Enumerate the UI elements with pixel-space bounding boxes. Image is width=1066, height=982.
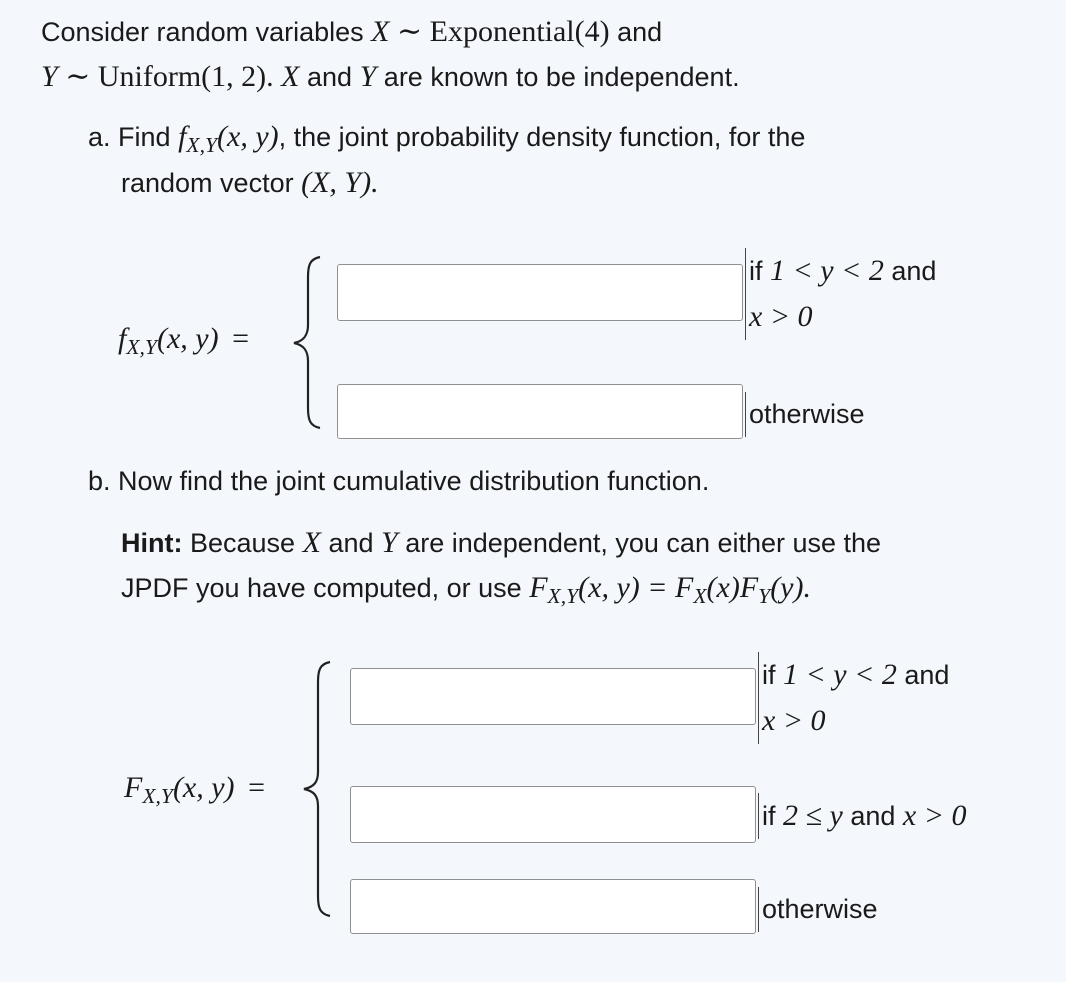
part-a-text2: random vector [121,168,294,198]
hint-line-2: JPDF you have computed, or use $F_{X,Y}(x$, $y) = F_X(x)F_Y(y)$. [121,571,811,609]
part-a-line-2 [121,166,379,200]
tilde: ∼ [65,60,91,93]
unif-dist: Uniform(1, 2). [97,60,274,93]
intro-line-2 [41,59,740,94]
cdf-lhs: $F_{X,Y}(x$, y) = [124,771,265,809]
cdf-case-3-input[interactable] [350,879,756,934]
part-b-prefix: b. Now find the joint cumulative distribution function. [88,466,710,496]
cdf-case-2-input[interactable] [350,786,756,843]
var-x: X [371,15,390,48]
random-vector: (X, Y). [301,166,379,199]
cdf-case-1-condition: if 1 < y < 2 and x > 0 [758,652,949,744]
hint-line-1: Hint: Because X and Y are independent, you can either use the [121,526,882,559]
part-a-line-1 [88,120,805,158]
left-brace-icon [290,255,324,430]
tilde: ∼ [397,15,423,48]
intro-tail: are known to be independent. [383,62,740,92]
cdf-case-3-condition: otherwise [758,887,878,932]
pdf-lhs: $f_{X,Y}(x$, y) = [118,322,249,360]
pdf-symbol: $f_{X,Y}(x$, y) [178,120,279,158]
exp-dist: Exponential(4) [429,15,610,48]
cdf-formula: $F_{X,Y}(x$, $y) = F_X(x)F_Y(y)$. [529,571,811,609]
and-text: and [617,17,663,47]
intro-text: Consider random variables [41,17,364,47]
part-b-line [88,466,709,497]
cdf-case-1-input[interactable] [350,668,756,725]
hint-label: Hint: [121,528,183,558]
and-text: and [307,62,353,92]
part-a-prefix: a. Find [88,122,171,152]
intro-line-1 [41,14,662,49]
pdf-case-2-input[interactable] [337,384,743,439]
pdf-case-2-condition: otherwise [745,392,865,437]
cdf-case-2-condition: if 2 ≤ y and x > 0 [758,793,966,839]
part-a-text: , the joint probability density function, for the [278,122,806,152]
var-y: Y [359,60,377,93]
var-y: Y [41,60,58,93]
var-x: X [281,60,300,93]
pdf-case-1-condition: if 1 < y < 2 and x > 0 [745,248,936,340]
left-brace-icon [300,660,334,918]
pdf-case-1-input[interactable] [337,264,743,321]
